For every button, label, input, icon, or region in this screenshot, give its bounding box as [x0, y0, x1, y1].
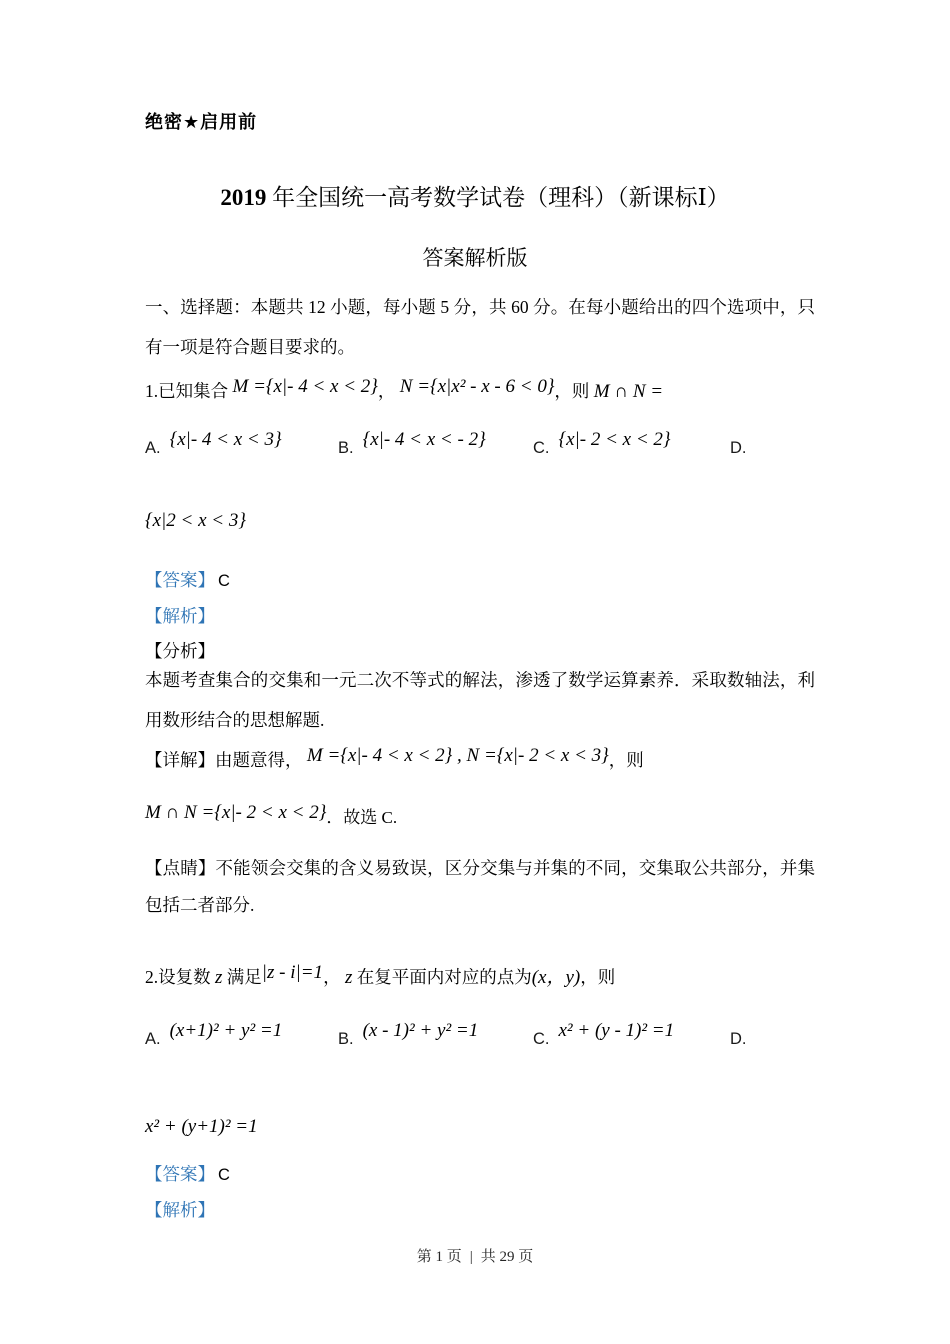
footer-page-number: 第 1 页: [416, 1249, 462, 1265]
title-year: 2019: [220, 185, 267, 210]
option-c-math: {x|- 2 < x < 2}: [558, 429, 671, 450]
dianjing-text: 不能领会交集的含义易致误，区分交集与并集的不同，交集取公共部分，并集包括二者部分.: [145, 858, 816, 915]
conclusion-tail: ．故选 C.: [326, 808, 398, 827]
option-b-math: (x - 1)² + y² =1: [362, 1020, 479, 1041]
option-a-label: A.: [145, 1030, 161, 1048]
option-d-math: {x|2 < x < 3}: [145, 510, 246, 531]
question-2-z-var: z: [215, 967, 223, 988]
footer-separator: |: [469, 1249, 473, 1265]
option-c-math: x² + (y - 1)² =1: [558, 1020, 675, 1041]
option-a-math: {x|- 4 < x < 3}: [169, 429, 282, 450]
question-1-then: ，则: [554, 381, 590, 401]
xiangjie-label: 【详解】: [145, 750, 215, 770]
question-1-answer-line: [145, 560, 815, 601]
question-1-dianjing: [145, 850, 815, 924]
title-text: 年全国统一高考数学试卷（理科）（新课标Ⅰ）: [266, 185, 730, 210]
question-2-prefix: 2.设复数: [145, 967, 211, 987]
xiangjie-tail: ，则: [608, 750, 644, 770]
jiexi-label: 【解析】: [145, 606, 215, 626]
conclusion-math: M ∩ N ={x|- 2 < x < 2}: [145, 802, 327, 823]
question-1-set-n: N ={x|x² - x - 6 < 0}: [399, 376, 555, 397]
question-2-comma: ，: [323, 967, 341, 987]
answer-label: 【答案】: [145, 570, 215, 590]
question-2-options: [145, 1020, 815, 1050]
question-2-option-a: [145, 1020, 338, 1050]
section-heading: 一、选择题：本题共 12 小题，每小题 5 分，共 60 分。在每小题给出的四个选项中，只有一项是符合题目要求的。: [145, 297, 815, 357]
option-d-label: D.: [730, 1030, 747, 1048]
question-2-option-c: [533, 1020, 730, 1050]
answer-value: C: [218, 572, 230, 590]
footer-total-pages: 共 29 页: [480, 1249, 534, 1265]
option-d-math: x² + (y+1)² =1: [145, 1116, 258, 1137]
question-1-set-m: M ={x|- 4 < x < 2}: [232, 376, 378, 397]
question-1-fenxi-text: 本题考查集合的交集和一元二次不等式的解法，渗透了数学运算素养．采取数轴法，利用数形结合的思想解题.: [145, 670, 815, 730]
option-b-label: B.: [338, 439, 354, 457]
page-title: [0, 179, 950, 212]
question-2-z-var-2: z: [344, 967, 353, 988]
xiangjie-math: M ={x|- 4 < x < 2} , N ={x|- 2 < x < 3}: [306, 745, 609, 766]
question-2-option-b: [338, 1020, 533, 1050]
question-1-option-d-content: [145, 500, 815, 541]
question-1-option-b: [338, 429, 533, 459]
option-a-label: A.: [145, 439, 161, 457]
question-2-stem: [145, 957, 815, 998]
question-1-prefix: 1.已知集合: [145, 381, 229, 401]
classification-banner: 绝密★启用前: [145, 112, 258, 132]
xiangjie-lead: 由题意得，: [215, 750, 303, 770]
question-2-jiexi-label: [145, 1190, 815, 1230]
question-1-stem: [145, 371, 815, 412]
option-a-math: (x+1)² + y² =1: [169, 1020, 283, 1041]
page-footer: [0, 1245, 950, 1266]
page-subtitle: 答案解析版: [422, 246, 528, 270]
question-1-comma: ，: [377, 381, 396, 401]
answer-value: C: [218, 1166, 230, 1184]
question-2-option-d: [730, 1030, 815, 1049]
option-c-label: C.: [533, 439, 550, 457]
question-1-option-a: [145, 429, 338, 459]
question-2-mid1: 满足: [226, 967, 262, 987]
question-1-conclusion-line: [145, 792, 815, 833]
question-1-fenxi-label: 【分析】: [145, 641, 215, 661]
question-2-point: (x，y): [531, 967, 581, 988]
question-2-condition: |z - i|=1: [261, 962, 324, 983]
question-1-option-d: [730, 439, 815, 458]
option-b-math: {x|- 4 < x < - 2}: [362, 429, 486, 450]
question-2-answer-line: [145, 1154, 815, 1195]
question-1-jiexi-label: [145, 596, 815, 636]
question-1-options: [145, 429, 815, 459]
question-2-then: ，则: [580, 967, 616, 987]
question-1-intersection: M ∩ N =: [593, 381, 664, 402]
question-2-option-d-content: [145, 1106, 815, 1147]
answer-label: 【答案】: [145, 1164, 215, 1184]
jiexi-label: 【解析】: [145, 1200, 215, 1220]
question-2-mid2: 在复平面内对应的点为: [356, 967, 532, 987]
option-b-label: B.: [338, 1030, 354, 1048]
question-1-option-c: [533, 429, 730, 459]
dianjing-label: 【点睛】: [145, 858, 216, 878]
option-d-label: D.: [730, 439, 747, 457]
option-c-label: C.: [533, 1030, 550, 1048]
question-1-xiangjie-line: [145, 740, 815, 781]
